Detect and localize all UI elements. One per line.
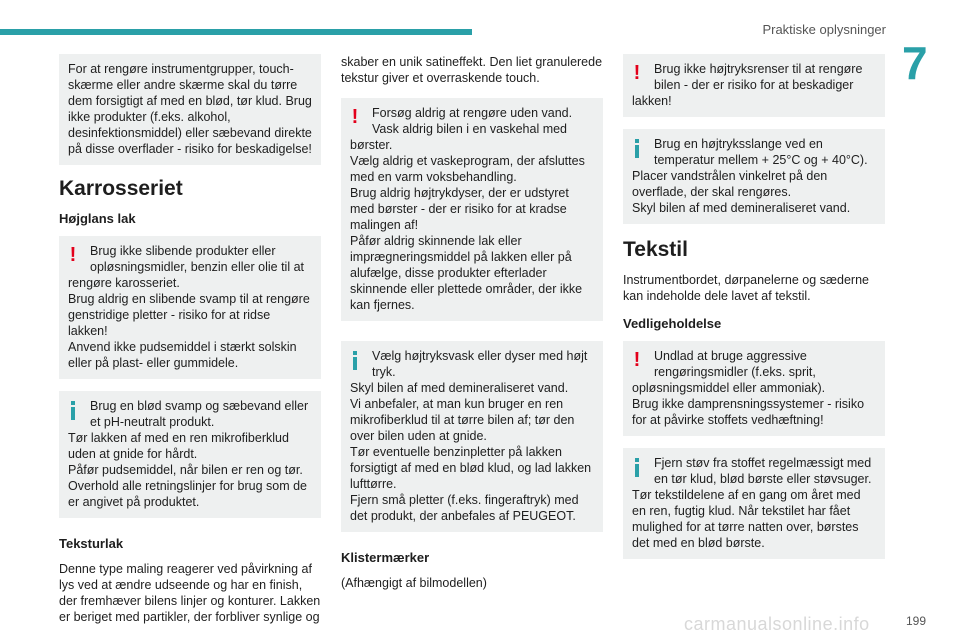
info-text: Placer vandstrålen vinkelret på den overflade, der skal rengøres. Skyl bilen af med demineraliseret vand.: [632, 169, 851, 215]
model-note: (Afhængigt af bilmodellen): [341, 576, 487, 590]
exclamation-icon: !: [351, 106, 359, 128]
exclamation-icon: !: [633, 62, 641, 84]
watermark: carmanualsonline.info: [684, 614, 870, 634]
warning-text: rengøre karosseriet. Brug aldrig en slibende svamp til at rengøre genstridige pletter - risiko for at ridse lakken! Anvend ikke pudsemiddel i stærkt solskin eller på plast- eller gummidele.: [68, 276, 310, 370]
paragraph-tekstil: Instrumentbordet, dørpanelerne og sæderne kan indeholde dele lavet af tekstil.: [623, 273, 869, 303]
paragraph-continued: skaber en unik satineffekt. Den liet granulerede tekstur giver et overraskende touch.: [341, 55, 603, 85]
info-box: [623, 448, 885, 559]
warning-box: [341, 98, 603, 321]
info-icon: [349, 350, 361, 370]
warning-box: [623, 341, 885, 436]
warning-text: opløsningsmiddel eller ammoniak). Brug ikke damprensningssystemer - risiko for at påvirke stoffets vedhæftning!: [632, 381, 865, 427]
warning-first-lines: Undlad at bruge aggressive rengøringsmidler (f.eks. sprit,: [654, 349, 816, 379]
info-text: Skyl bilen af med demineraliseret vand. Vi anbefaler, at man kun bruger en ren mikrofiberklud til at tørre bilen af; tør den over bilen uden at gnide. Tør eventuelle benzinpletter på lakken forsigtigt af med en blød klud, og lad lakken lufttørre. Fjern små pletter (f.eks. fingeraftryk) med det produkt, der anbefales af PEUGEOT.: [350, 381, 592, 523]
column-2: [341, 54, 603, 603]
info-first-lines: Brug en blød svamp og sæbevand eller et pH-neutralt produkt.: [90, 399, 309, 429]
exclamation-icon: !: [69, 244, 77, 266]
warning-first-lines: Forsøg aldrig at rengøre uden vand. Vask aldrig bilen i en vaskehal med: [372, 106, 573, 136]
info-icon: [631, 138, 643, 158]
subheading-vedligeholdelse: Vedligeholdelse: [623, 316, 722, 331]
header-accent-bar: [0, 29, 472, 35]
warning-box: [59, 236, 321, 379]
info-first-lines: Fjern støv fra stoffet regelmæssigt med en tør klud, blød børste eller støvsuger.: [654, 456, 872, 486]
warning-first-lines: Brug ikke slibende produkter eller opløsningsmidler, benzin eller olie til at: [90, 244, 304, 274]
subheading-klistermaerker: Klistermærker: [341, 550, 430, 565]
info-box: [623, 129, 885, 224]
intro-note-text: For at rengøre instrumentgrupper, touch-skærme eller andre skærme skal du tørre dem forsigtigt af med en blød, tør klud. Brug ikke produkter (f.eks. alkohol, desinfektionsmiddel) eller sæbevand direkte på disse overflader - risiko for beskadigelse!: [68, 62, 312, 156]
warning-text: børster. Vælg aldrig et vaskeprogram, der afsluttes med en varm voksbehandling. Brug aldrig højtrykdyser, der er udstyret med børster - der er risiko for at kradse malingen af! Påfør aldrig skinnende lak eller imprægneringsmiddel på lakken eller på alufælge, disse produkter efterlader skinnende eller plettede områder, der ikke kan fjernes.: [350, 138, 585, 312]
info-text: Tør lakken af med en ren mikrofiberklud uden at gnide for hårdt. Påfør pudsemiddel, når bilen er ren og tør. Overhold alle retningslinjer for brug som de er angivet på produktet.: [68, 431, 308, 509]
subheading-teksturlak: Teksturlak: [59, 536, 124, 551]
warning-box: [623, 54, 885, 117]
info-text: Tør tekstildelene af en gang om året med en ren, fugtig klud. Når tekstilet har fået mulighed for at tørre natten over, børstes det med en blød børste.: [632, 488, 861, 550]
warning-text: lakken!: [632, 94, 672, 108]
column-1: [59, 54, 321, 637]
warning-first-lines: Brug ikke højtryksrenser til at rengøre bilen - der er risiko for at beskadiger: [654, 62, 863, 92]
exclamation-icon: !: [633, 349, 641, 371]
paragraph-teksturlak: Denne type maling reagerer ved påvirkning af lys ved at ændre udseende og har en finish, der fremhæver bilens linjer og konturer. Lakken er beriget med partikler, der forbliver synlige og: [59, 562, 321, 624]
heading-tekstil: Tekstil: [623, 238, 688, 261]
info-box: [59, 391, 321, 518]
info-first-lines: Brug en højtryksslange ved en temperatur mellem + 25°C og + 40°C).: [654, 137, 868, 167]
info-first-lines: Vælg højtryksvask eller dyser med højt tryk.: [372, 349, 588, 379]
info-icon: [67, 400, 79, 420]
column-3: [623, 54, 885, 571]
intro-note-box: [59, 54, 321, 165]
heading-karrosseriet: Karrosseriet: [59, 177, 183, 200]
info-icon: [631, 457, 643, 477]
subheading-hojglans-lak: Højglans lak: [59, 211, 136, 226]
info-box: [341, 341, 603, 532]
chapter-number: 7: [902, 37, 928, 89]
page-number: 199: [905, 614, 926, 628]
section-title: Praktiske oplysninger: [762, 22, 886, 37]
